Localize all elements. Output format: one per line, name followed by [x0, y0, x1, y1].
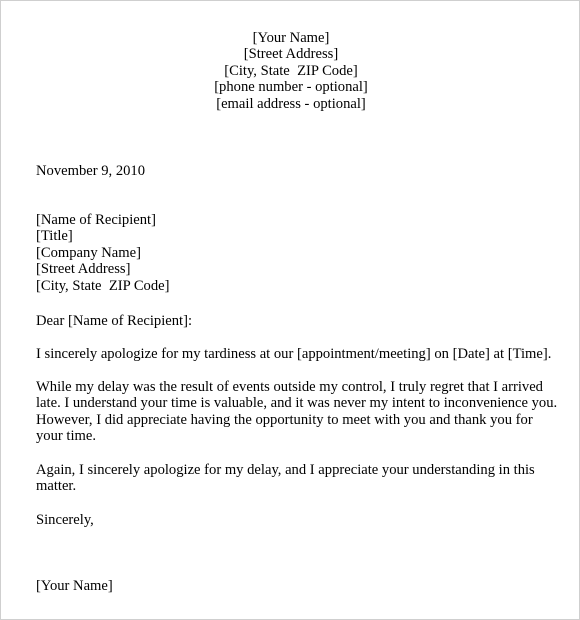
recipient-company: [Company Name] — [36, 244, 141, 261]
closing-block — [36, 512, 561, 528]
sender-email: [email address - optional] — [216, 95, 366, 112]
signature-name: [Your Name] — [36, 578, 113, 594]
signature-block — [36, 578, 561, 594]
paragraph-line: However, I did appreciate having the opportunity to meet with you and thank you for — [36, 411, 533, 428]
sender-street: [Street Address] — [243, 46, 339, 63]
paragraph-line: your time. — [36, 428, 96, 445]
salutation-block — [36, 313, 561, 329]
sender-header — [1, 30, 580, 112]
paragraph-line: I sincerely apologize for my tardiness at our [appointment/meeting] on [Date] at [Time]. — [36, 346, 552, 362]
letter-date: November 9, 2010 — [36, 163, 146, 179]
sender-name: [Your Name] — [252, 30, 330, 46]
closing: Sincerely, — [36, 512, 94, 528]
paragraph-2 — [36, 379, 561, 445]
recipient-name: [Name of Recipient] — [36, 212, 156, 228]
recipient-city-state-zip: [City, State ZIP Code] — [36, 277, 170, 294]
recipient-address — [36, 212, 561, 294]
recipient-street: [Street Address] — [36, 261, 131, 278]
letter-date-block — [36, 163, 561, 179]
paragraph-3 — [36, 462, 561, 495]
paragraph-line: Again, I sincerely apologize for my delay, and I appreciate your understanding in this — [36, 462, 535, 478]
paragraph-1 — [36, 346, 561, 362]
sender-phone: [phone number - optional] — [214, 79, 368, 96]
sender-city-state-zip: [City, State ZIP Code] — [224, 62, 358, 79]
paragraph-line: While my delay was the result of events outside my control, I truly regret that I arrived — [36, 379, 543, 395]
recipient-title: [Title] — [36, 228, 73, 245]
salutation: Dear [Name of Recipient]: — [36, 313, 192, 329]
paragraph-line: matter. — [36, 478, 77, 495]
paragraph-line: late. I understand your time is valuable, and it was never my intent to inconvenience you. — [36, 395, 558, 412]
